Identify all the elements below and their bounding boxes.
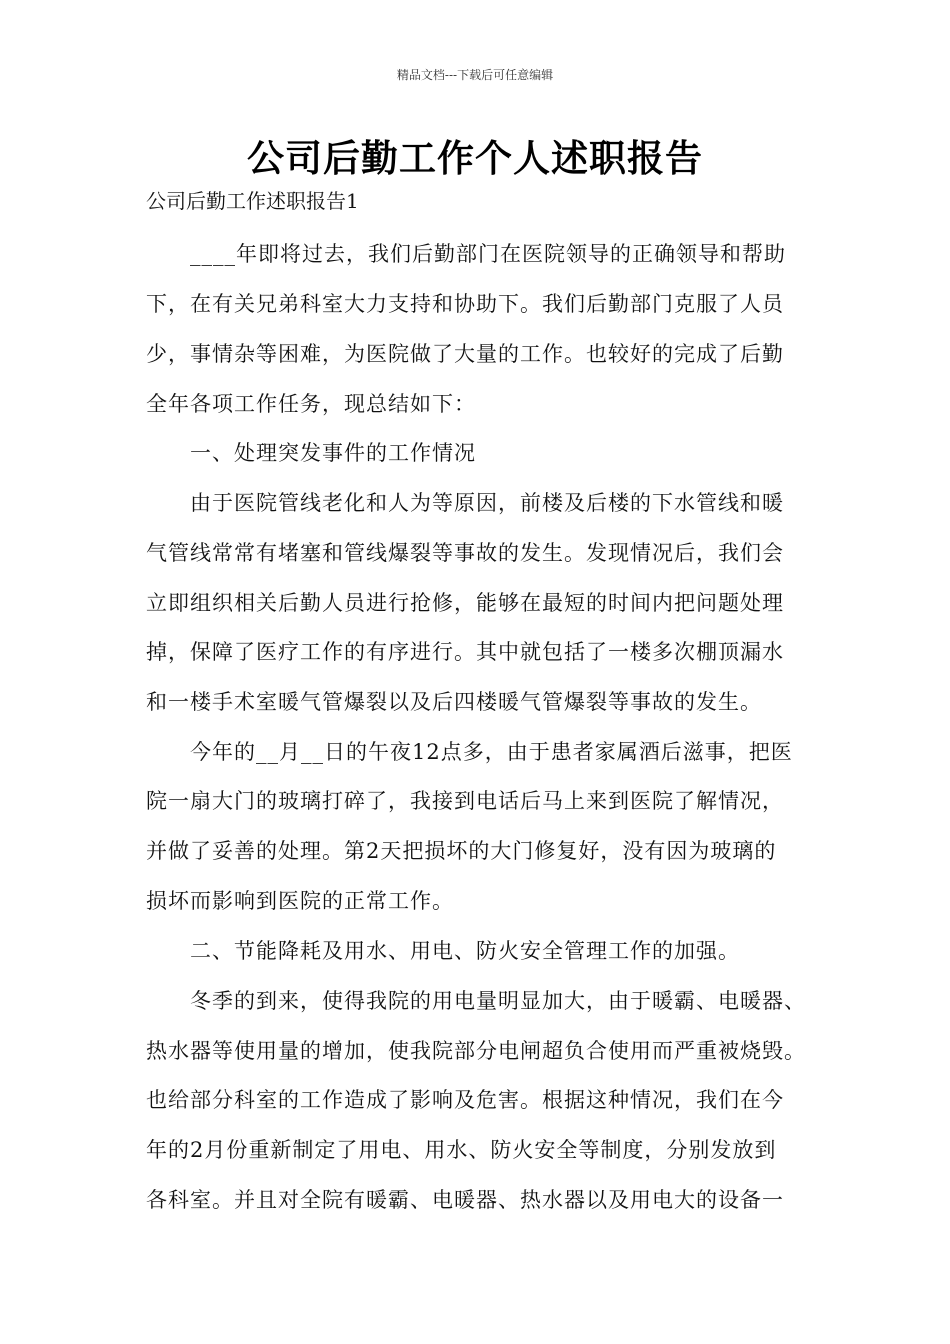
paragraph-line: 气管线常常有堵塞和管线爆裂等事故的发生。发现情况后，我们会 [146, 541, 784, 565]
paragraph-line: 院一扇大门的玻璃打碎了，我接到电话后马上来到医院了解情况， [146, 789, 784, 813]
paragraph-line: 损坏而影响到医院的正常工作。 [146, 889, 454, 913]
document-subtitle: 公司后勤工作述职报告1 [146, 189, 359, 213]
paragraph-line: 和一楼手术室暖气管爆裂以及后四楼暖气管爆裂等事故的发生。 [146, 690, 762, 714]
paragraph-line: 掉，保障了医疗工作的有序进行。其中就包括了一楼多次棚顶漏水 [146, 640, 784, 664]
paragraph-line: 热水器等使用量的增加，使我院部分电闸超负合使用而严重被烧毁。 [146, 1039, 806, 1063]
paragraph-line: 并做了妥善的处理。第2天把损坏的大门修复好，没有因为玻璃的 [146, 839, 777, 863]
document-title: 公司后勤工作个人述职报告 [247, 136, 703, 180]
paragraph-line: 少，事情杂等困难，为医院做了大量的工作。也较好的完成了后勤 [146, 342, 784, 366]
paragraph-line: ____年即将过去，我们后勤部门在医院领导的正确领导和帮助 [190, 242, 786, 266]
section-heading: 一、处理突发事件的工作情况 [190, 441, 476, 465]
paragraph-line: 冬季的到来，使得我院的用电量明显加大，由于暖霸、电暖器、 [190, 989, 806, 1013]
paragraph-line: 也给部分科室的工作造成了影响及危害。根据这种情况，我们在今 [146, 1088, 784, 1112]
paragraph-line: 今年的__月__日的午夜12点多，由于患者家属酒后滋事，把医 [190, 740, 793, 764]
paragraph-line: 年的2月份重新制定了用电、用水、防火安全等制度，分别发放到 [146, 1138, 777, 1162]
paragraph-line: 全年各项工作任务，现总结如下： [146, 392, 476, 416]
header-note: 精品文档---下载后可任意编辑 [396, 68, 554, 82]
paragraph-line: 由于医院管线老化和人为等原因，前楼及后楼的下水管线和暖 [190, 491, 784, 515]
paragraph-line: 下，在有关兄弟科室大力支持和协助下。我们后勤部门克服了人员 [146, 292, 784, 316]
section-heading: 二、节能降耗及用水、用电、防火安全管理工作的加强。 [190, 939, 740, 963]
paragraph-line: 各科室。并且对全院有暖霸、电暖器、热水器以及用电大的设备一 [146, 1188, 784, 1212]
paragraph-line: 立即组织相关后勤人员进行抢修，能够在最短的时间内把问题处理 [146, 591, 784, 615]
